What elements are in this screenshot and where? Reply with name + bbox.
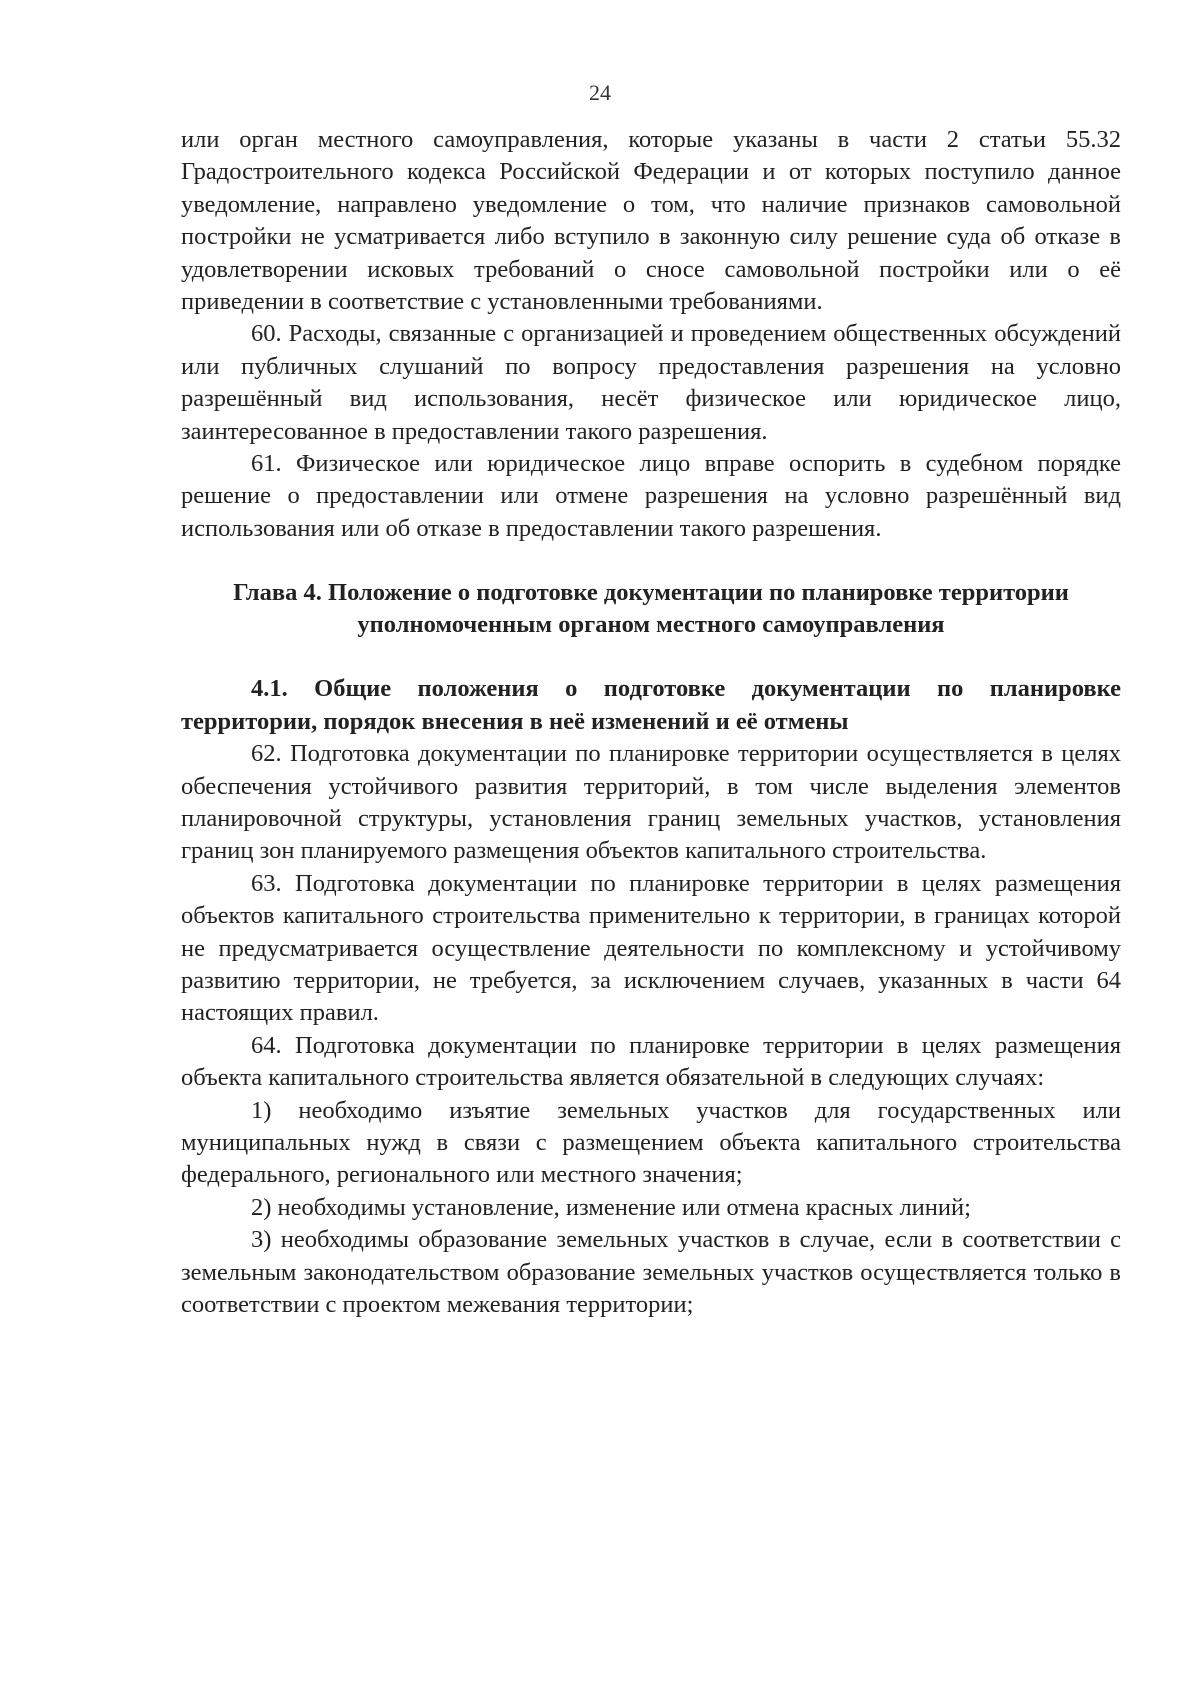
list-item-3: 3) необходимы образование земельных участков в случае, если в соответствии с земельным законодательством образование земельных участков осуществляется только в соответствии с проектом межевания территории; xyxy=(181,1226,1121,1318)
chapter-4-heading: Глава 4. Положение о подготовке документации по планировке территории уполномоченным органом местного самоуправления xyxy=(233,579,1069,639)
paragraph-62: 62. Подготовка документации по планировке территории осуществляется в целях обеспечения устойчивого развития территорий, в том числе выделения элементов планировочной структуры, установления границ земельных участков, установления границ зон планируемого размещения объектов капитального строительства. xyxy=(181,740,1121,865)
paragraph-63: 63. Подготовка документации по планировке территории в целях размещения объектов капитального строительства применительно к территории, в границах которой не предусматривается осуществление деятельности по комплексному и устойчивому развитию территории, не требуется, за исключением случаев, указанных в части 64 настоящих правил. xyxy=(181,869,1121,1027)
paragraph-60: 60. Расходы, связанные с организацией и проведением общественных обсуждений или публичных слушаний по вопросу предоставления разрешения на условно разрешённый вид использования, несёт физическое или юридическое лицо, заинтересованное в предоставлении такого разрешения. xyxy=(181,320,1121,445)
page-number: 24 xyxy=(589,80,611,105)
list-item-2: 2) необходимы установление, изменение или отмена красных линий; xyxy=(251,1193,971,1221)
section-4-1-heading: 4.1. Общие положения о подготовке документации по планировке территории, порядок внесения в неё изменений и её отмены xyxy=(181,675,1121,735)
paragraph-continuation: или орган местного самоуправления, которые указаны в части 2 статьи 55.32 Градостроительного кодекса Российской Федерации и от которых поступило данное уведомление, направлено уведомление о том, что наличие признаков самовольной постройки не усматривается либо вступило в законную силу решение суда об отказе в удовлетворении исковых требований о сносе самовольной постройки или о её приведении в соответствие с установленными требованиями. xyxy=(181,126,1121,316)
list-item-1: 1) необходимо изъятие земельных участков для государственных или муниципальных нужд в связи с размещением объекта капитального строительства федерального, регионального или местного значения; xyxy=(181,1096,1121,1189)
paragraph-64: 64. Подготовка документации по планировке территории в целях размещения объекта капитального строительства является обязательной в следующих случаях: xyxy=(181,1031,1121,1092)
paragraph-61: 61. Физическое или юридическое лицо вправе оспорить в судебном порядке решение о предоставлении или отмене разрешения на условно разрешённый вид использования или об отказе в предоставлении такого разрешения. xyxy=(181,450,1121,542)
page-content xyxy=(181,124,1121,1321)
